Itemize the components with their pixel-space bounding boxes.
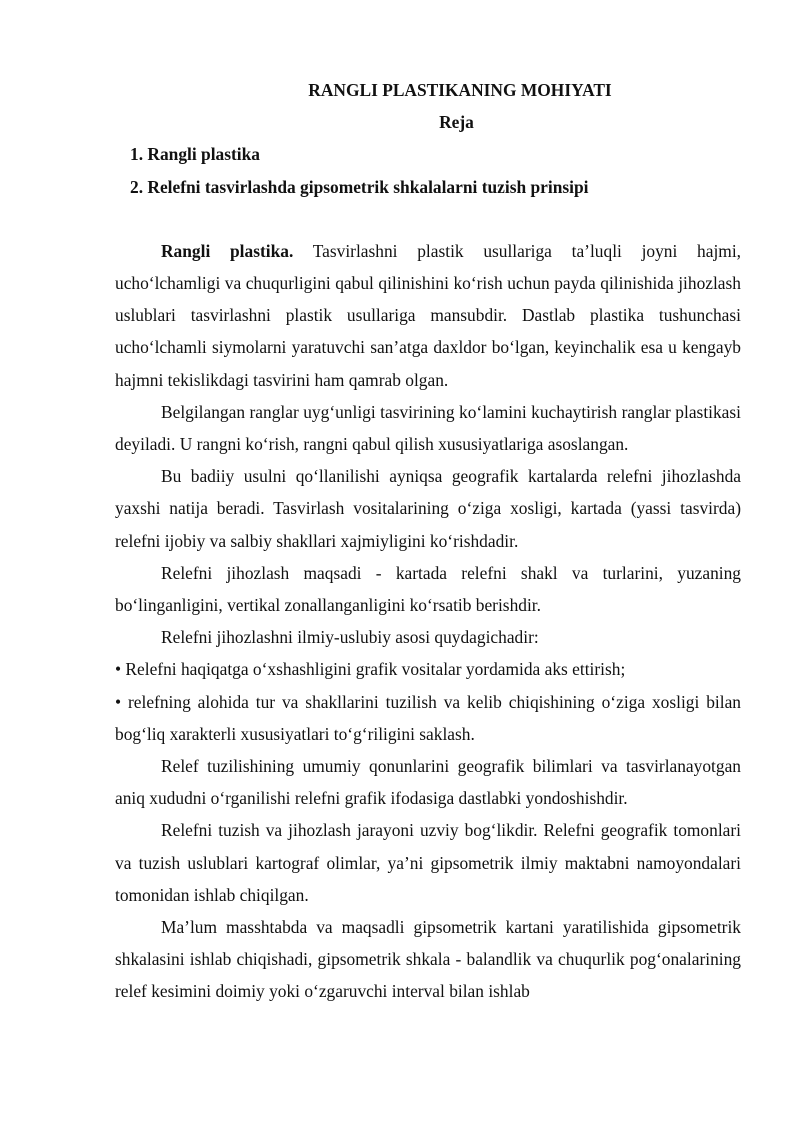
paragraph: Belgilangan ranglar uyg‘unligi tasvirining ko‘lamini kuchaytirish ranglar plastikasi deyiladi. U rangni ko‘rish, rangni qabul qilish xususiyatlariga asoslangan. bbox=[115, 401, 741, 455]
paragraph: Relefni jihozlash maqsadi - kartada relefni shakl va turlarini, yuzaning bo‘linganligini, vertikal zonallanganligini ko‘rsatib berishdir. bbox=[115, 562, 741, 616]
paragraph: Ma’lum masshtabda va maqsadli gipsometrik kartani yaratilishida gipsometrik shkalasini ishlab chiqishadi, gipsometrik shkala - balandlik va chuqurlik pog‘onalarining relef kesimini doimiy yoki o‘zgaruvchi interval bilan ishlab bbox=[115, 917, 741, 1002]
document-title: RANGLI PLASTIKANING MOHIYATI bbox=[308, 80, 612, 100]
document-page bbox=[115, 74, 741, 1008]
bullet-item: • relefning alohida tur va shakllarini tuzilish va kelib chiqishining o‘ziga xosligi bilan bog‘liq xarakterli xususiyatlari to‘g‘riligini saklash. bbox=[115, 691, 741, 744]
section-spacer bbox=[115, 203, 741, 235]
plan-heading: Reja bbox=[439, 112, 474, 133]
plan-item-2: 2. Relefni tasvirlashda gipsometrik shkalalarni tuzish prinsipi bbox=[130, 176, 589, 197]
paragraph-lead: Rangli plastika. bbox=[161, 240, 294, 261]
plan-list bbox=[115, 138, 741, 202]
bullet-item: • Relefni haqiqatga o‘xshashligini grafik vositalar yordamida aks ettirish; bbox=[115, 659, 626, 680]
paragraph: Relef tuzilishining umumiy qonunlarini geografik bilimlari va tasvirlanayotgan aniq xududni o‘rganilishi relefni grafik ifodasiga dastlabki yondoshishdir. bbox=[115, 756, 741, 809]
paragraph: Relefni jihozlashni ilmiy-uslubiy asosi quydagichadir: bbox=[161, 627, 539, 648]
paragraph-rangli-plastika bbox=[115, 235, 741, 396]
plan-item-1: 1. Rangli plastika bbox=[130, 144, 260, 165]
paragraph: Bu badiiy usulni qo‘llanilishi ayniqsa geografik kartalarda relefni jihozlashda yaxshi natija beradi. Tasvirlash vositalarining o‘ziga xosligi, kartada (yassi tasvirda) relefni ijobiy va salbiy shakllari xajmiyligini ko‘rishdadir. bbox=[115, 466, 741, 551]
paragraph-text: Tasvirlashni plastik usullariga ta’luqli joyni hajmi, ucho‘lchamligi va chuqurligini qabul qilinishini ko‘rish uchun payda qilinishida jihozlash uslublari tasvirlashni plastik usullariga mansubdir. Dastlab plastika tushunchasi ucho‘lchamli siymolarni yaratuvchi san’atga daxldor bo‘lgan, keyinchalik esa u kengayb hajmni tekislikdagi tasvirini ham qamrab olgan. bbox=[115, 240, 742, 390]
paragraph: Relefni tuzish va jihozlash jarayoni uzviy bog‘likdir. Relefni geografik tomonlari va tuzish uslublari kartograf olimlar, ya’ni gipsometrik ilmiy maktabni namoyondalari tomonidan ishlab chiqilgan. bbox=[115, 820, 741, 905]
